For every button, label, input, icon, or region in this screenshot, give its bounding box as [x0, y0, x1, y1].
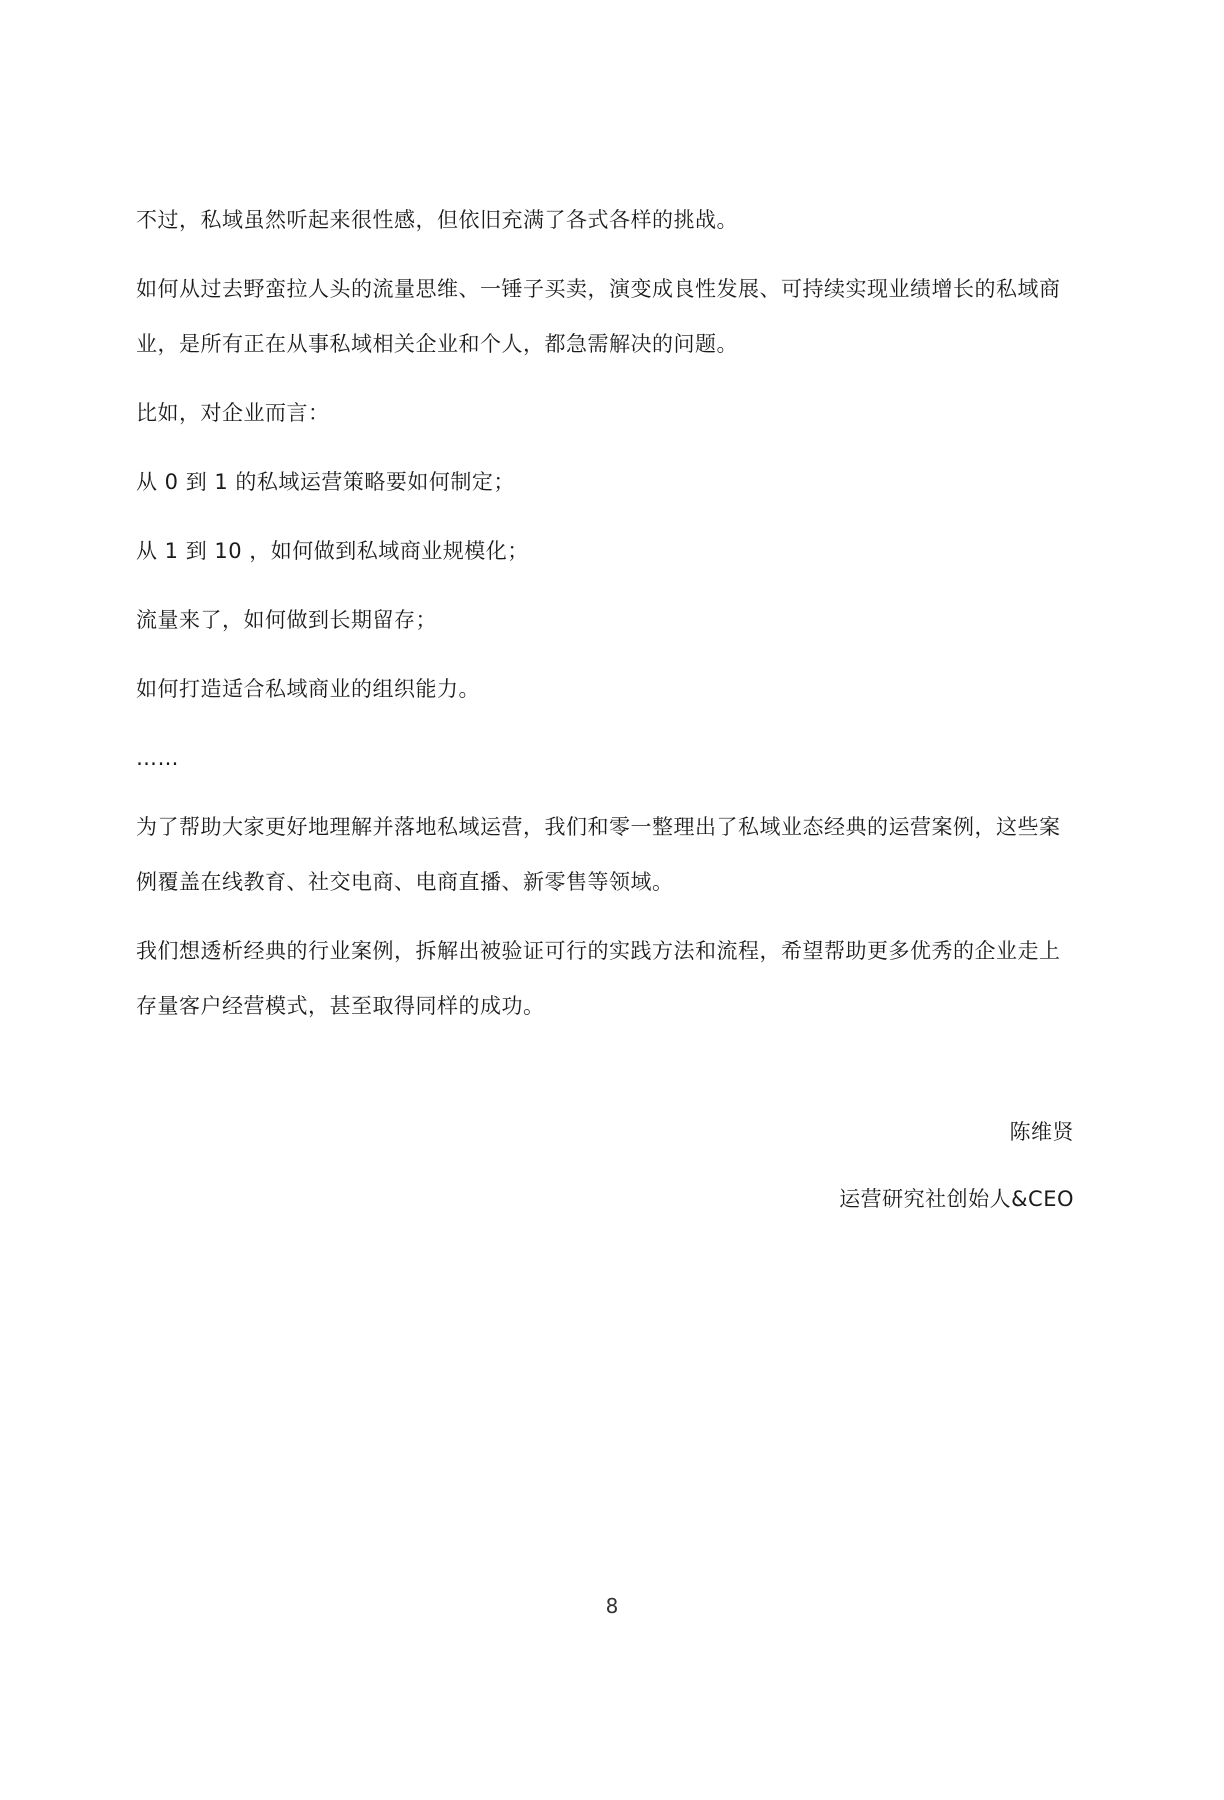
paragraph: 为了帮助大家更好地理解并落地私域运营，我们和零一整理出了私域业态经典的运营案例，这些案例覆盖在线教育、社交电商、电商直播、新零售等领域。: [136, 815, 1061, 894]
paragraph: 如何从过去野蛮拉人头的流量思维、一锤子买卖，演变成良性发展、可持续实现业绩增长的私域商业，是所有正在从事私域相关企业和个人，都急需解决的问题。: [136, 277, 1061, 356]
paragraph: 从 0 到 1 的私域运营策略要如何制定；: [136, 470, 515, 494]
paragraph: 从 1 到 10 ，如何做到私域商业规模化；: [136, 539, 529, 563]
paragraph: 不过，私域虽然听起来很性感，但依旧充满了各式各样的挑战。: [136, 208, 738, 232]
body-text: [136, 193, 1076, 1048]
page-number: 8: [605, 1594, 619, 1618]
signature-title: 运营研究社创始人&CEO: [839, 1187, 1074, 1211]
paragraph: 流量来了，如何做到长期留存；: [136, 608, 437, 632]
paragraph: 我们想透析经典的行业案例，拆解出被验证可行的实践方法和流程，希望帮助更多优秀的企业走上存量客户经营模式，甚至取得同样的成功。: [136, 939, 1061, 1018]
paragraph: 比如，对企业而言：: [136, 401, 330, 425]
paragraph: 如何打造适合私域商业的组织能力。: [136, 677, 480, 701]
signature-name: 陈维贤: [1009, 1120, 1074, 1144]
ellipsis-line: ……: [136, 746, 179, 770]
